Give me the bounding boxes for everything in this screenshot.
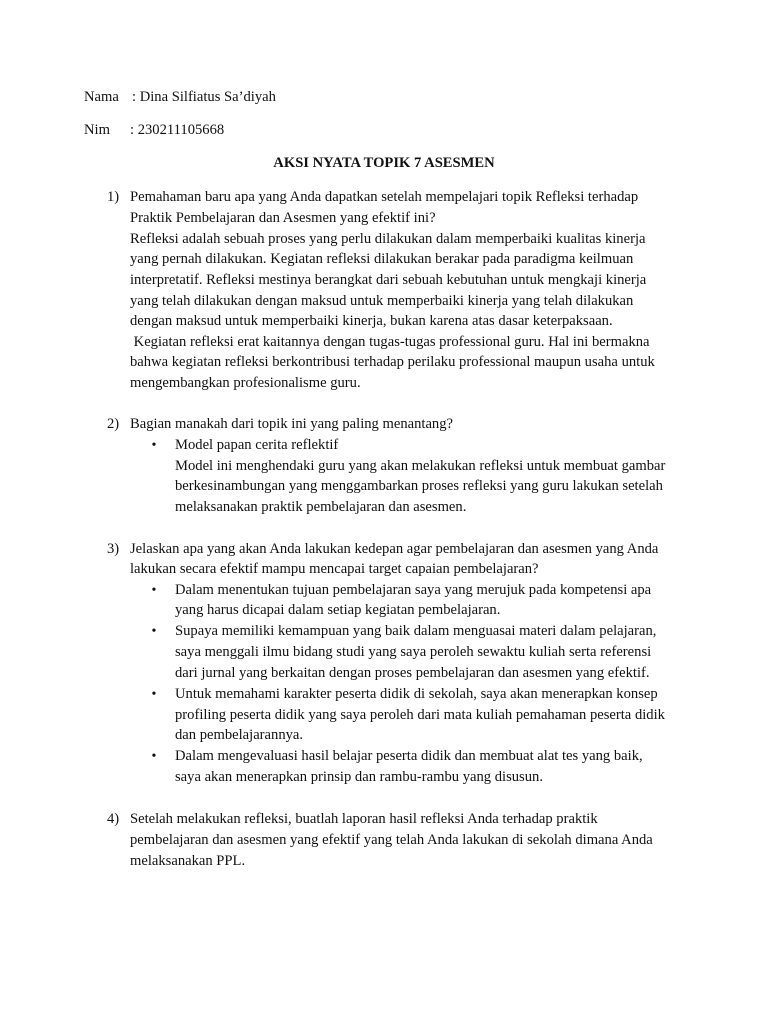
nim-label: Nim bbox=[84, 122, 110, 138]
document-title: AKSI NYATA TOPIK 7 ASESMEN bbox=[273, 155, 495, 171]
answer-line: mengembangkan profesionalisme guru. bbox=[130, 375, 361, 391]
question-line: Jelaskan apa yang akan Anda lakukan kedepan agar pembelajaran dan asesmen yang Anda bbox=[130, 541, 659, 557]
bullet-icon bbox=[150, 436, 158, 444]
bullet-icon bbox=[150, 747, 158, 755]
section-number: 2) bbox=[107, 416, 120, 432]
bullet-line: dan pembelajarannya. bbox=[175, 727, 304, 743]
question-line: Pemahaman baru apa yang Anda dapatkan setelah mempelajari topik Refleksi terhadap bbox=[130, 189, 639, 205]
bullet-line: Dalam mengevaluasi hasil belajar peserta didik dan membuat alat tes yang baik, bbox=[175, 748, 643, 764]
bullet-line: saya akan menerapkan prinsip dan rambu-rambu yang disusun. bbox=[175, 769, 543, 785]
name-value: : Dina Silfiatus Sa’diyah bbox=[132, 89, 276, 105]
bullet-icon bbox=[150, 622, 158, 630]
question-line: Praktik Pembelajaran dan Asesmen yang efektif ini? bbox=[130, 210, 436, 226]
section-number: 4) bbox=[107, 811, 120, 827]
bullet-icon bbox=[150, 581, 158, 589]
bullet-line: berkesinambungan yang menggambarkan proses refleksi yang guru lakukan setelah bbox=[175, 478, 663, 494]
bullet-line: melaksanakan praktik pembelajaran dan asesmen. bbox=[175, 499, 467, 515]
bullet-line: saya menggali ilmu bidang studi yang saya peroleh sewaktu kuliah serta referensi bbox=[175, 644, 652, 660]
bullet-line: profiling peserta didik yang saya peroleh dari mata kuliah pemahaman peserta didik bbox=[175, 707, 665, 723]
bullet-line: Dalam menentukan tujuan pembelajaran saya yang merujuk pada kompetensi apa bbox=[175, 582, 652, 598]
answer-line: dengan maksud untuk memperbaiki kinerja, bukan karena atas dasar keterpaksaan. bbox=[130, 313, 613, 329]
question-line: melaksanakan PPL. bbox=[130, 853, 246, 869]
bullet-line: Model papan cerita reflektif bbox=[175, 437, 339, 453]
bullet-line: Model ini menghendaki guru yang akan melakukan refleksi untuk membuat gambar bbox=[175, 458, 666, 474]
bullet-line: dari jurnal yang berkaitan dengan proses pembelajaran dan asesmen yang efektif. bbox=[175, 665, 650, 681]
name-label: Nama bbox=[84, 89, 119, 105]
answer-line: interpretatif. Refleksi mestinya berangkat dari sebuah kebutuhan untuk mengkaji kinerja bbox=[130, 272, 647, 288]
answer-line: Refleksi adalah sebuah proses yang perlu dilakukan dalam memperbaiki kualitas kinerja bbox=[130, 231, 646, 247]
bullet-line: Supaya memiliki kemampuan yang baik dalam menguasai materi dalam pelajaran, bbox=[175, 623, 657, 639]
question-line: Setelah melakukan refleksi, buatlah laporan hasil refleksi Anda terhadap praktik bbox=[130, 811, 598, 827]
answer-line: yang telah dilakukan dengan maksud untuk memperbaiki kinerja yang telah dilakukan bbox=[130, 293, 634, 309]
bullet-icon bbox=[150, 685, 158, 693]
answer-line: Kegiatan refleksi erat kaitannya dengan tugas-tugas professional guru. Hal ini bermakna bbox=[130, 334, 650, 350]
section-number: 3) bbox=[107, 541, 120, 557]
section-number: 1) bbox=[107, 189, 120, 205]
bullet-line: yang harus dicapai dalam setiap kegiatan pembelajaran. bbox=[175, 602, 501, 618]
answer-line: yang pernah dilakukan. Kegiatan refleksi dilakukan berakar pada paradigma keilmuan bbox=[130, 251, 634, 267]
bullet-line: Untuk memahami karakter peserta didik di sekolah, saya akan menerapkan konsep bbox=[175, 686, 658, 702]
question-line: lakukan secara efektif mampu mencapai target capaian pembelajaran? bbox=[130, 561, 539, 577]
answer-line: bahwa kegiatan refleksi berkontribusi terhadap perilaku professional maupun usaha untuk bbox=[130, 354, 655, 370]
question-line: Bagian manakah dari topik ini yang paling menantang? bbox=[130, 416, 453, 432]
question-line: pembelajaran dan asesmen yang efektif yang telah Anda lakukan di sekolah dimana Anda bbox=[130, 832, 653, 848]
nim-value: : 230211105668 bbox=[130, 122, 225, 138]
